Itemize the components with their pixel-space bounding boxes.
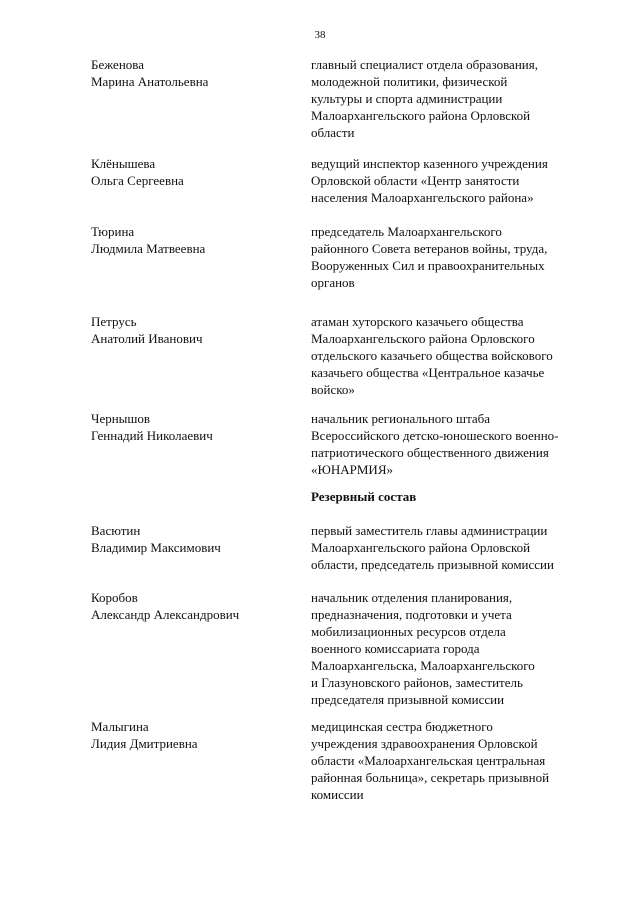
member-surname: Беженова bbox=[91, 57, 145, 72]
reserve-position bbox=[311, 589, 611, 708]
position-line: Малоархангельского района Орловской bbox=[311, 540, 531, 555]
member-surname: Чернышов bbox=[91, 411, 151, 426]
member-name bbox=[91, 313, 296, 347]
member-surname: Петрусь bbox=[91, 314, 137, 329]
position-line: и Глазуновского районов, заместитель bbox=[311, 675, 523, 690]
position-line: Всероссийского детско-юношеского военно- bbox=[311, 428, 559, 443]
member-given-name: Анатолий Иванович bbox=[91, 331, 203, 346]
reserve-name bbox=[91, 718, 296, 752]
position-line: начальник регионального штаба bbox=[311, 411, 491, 426]
reserve-given-name: Владимир Максимович bbox=[91, 540, 221, 555]
position-line: «ЮНАРМИЯ» bbox=[311, 462, 393, 477]
position-line: населения Малоархангельского района» bbox=[311, 190, 534, 205]
position-line: ведущий инспектор казенного учреждения bbox=[311, 156, 548, 171]
reserve-given-name: Александр Александрович bbox=[91, 607, 240, 622]
position-line: учреждения здравоохранения Орловской bbox=[311, 736, 538, 751]
reserve-surname: Васютин bbox=[91, 523, 141, 538]
position-line: культуры и спорта администрации bbox=[311, 91, 503, 106]
position-line: председатель Малоархангельского bbox=[311, 224, 502, 239]
position-line: войско» bbox=[311, 382, 355, 397]
position-line: военного комиссариата города bbox=[311, 641, 480, 656]
position-line: Орловской области «Центр занятости bbox=[311, 173, 520, 188]
position-line: главный специалист отдела образования, bbox=[311, 57, 538, 72]
position-line: органов bbox=[311, 275, 355, 290]
reserve-name bbox=[91, 589, 296, 623]
position-line: отдельского казачьего общества войскового bbox=[311, 348, 553, 363]
position-line: области «Малоархангельская центральная bbox=[311, 753, 546, 768]
member-given-name: Людмила Матвеевна bbox=[91, 241, 206, 256]
member-position bbox=[311, 410, 611, 478]
member-name bbox=[91, 223, 296, 257]
position-line: казачьего общества «Центральное казачье bbox=[311, 365, 545, 380]
member-name bbox=[91, 56, 296, 90]
position-line: Вооруженных Сил и правоохранительных bbox=[311, 258, 545, 273]
position-line: мобилизационных ресурсов отдела bbox=[311, 624, 506, 639]
position-line: атаман хуторского казачьего общества bbox=[311, 314, 524, 329]
page-number: 38 bbox=[314, 29, 326, 41]
position-line: молодежной политики, физической bbox=[311, 74, 508, 89]
position-line: начальник отделения планирования, bbox=[311, 590, 513, 605]
member-position bbox=[311, 155, 611, 206]
position-line: медицинская сестра бюджетного bbox=[311, 719, 493, 734]
reserve-name bbox=[91, 522, 296, 556]
member-position bbox=[311, 56, 611, 141]
member-given-name: Марина Анатольевна bbox=[91, 74, 209, 89]
position-line: первый заместитель главы администрации bbox=[311, 523, 548, 538]
position-line: председателя призывной комиссии bbox=[311, 692, 505, 707]
reserve-section-heading: Резервный состав bbox=[311, 489, 417, 504]
reserve-surname: Малыгина bbox=[91, 719, 149, 734]
position-line: области, председатель призывной комиссии bbox=[311, 557, 554, 572]
position-line: Малоархангельского района Орловской bbox=[311, 108, 531, 123]
position-line: Малоархангельска, Малоархангельского bbox=[311, 658, 535, 673]
member-given-name: Геннадий Николаевич bbox=[91, 428, 213, 443]
reserve-surname: Коробов bbox=[91, 590, 138, 605]
member-name bbox=[91, 410, 296, 444]
position-line: Малоархангельского района Орловского bbox=[311, 331, 535, 346]
position-line: районная больница», секретарь призывной bbox=[311, 770, 550, 785]
member-position bbox=[311, 313, 611, 398]
member-given-name: Ольга Сергеевна bbox=[91, 173, 184, 188]
member-surname: Клёнышева bbox=[91, 156, 156, 171]
member-name bbox=[91, 155, 296, 189]
position-line: предназначения, подготовки и учета bbox=[311, 607, 512, 622]
position-line: комиссии bbox=[311, 787, 364, 802]
reserve-position bbox=[311, 522, 611, 573]
member-surname: Тюрина bbox=[91, 224, 135, 239]
position-line: патриотического общественного движения bbox=[311, 445, 549, 460]
position-line: области bbox=[311, 125, 355, 140]
member-position bbox=[311, 223, 611, 291]
reserve-position bbox=[311, 718, 611, 803]
position-line: районного Совета ветеранов войны, труда, bbox=[311, 241, 548, 256]
reserve-given-name: Лидия Дмитриевна bbox=[91, 736, 198, 751]
